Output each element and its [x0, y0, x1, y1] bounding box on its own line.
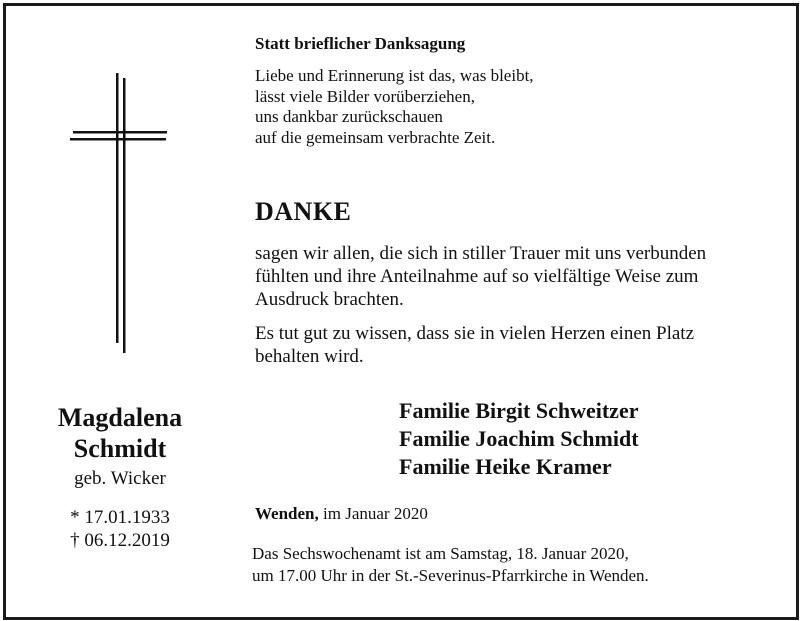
- place-name: Wenden,: [255, 504, 319, 523]
- service-line: Das Sechswochenamt ist am Samstag, 18. Januar 2020,: [252, 544, 629, 563]
- deceased-name: [20, 402, 220, 464]
- first-name: Magdalena: [57, 403, 183, 432]
- poem-line: lässt viele Bilder vorüberziehen,: [255, 86, 475, 106]
- service-line: um 17.00 Uhr in der St.-Severinus-Pfarrkirche in Wenden.: [252, 566, 649, 585]
- death-date: † 06.12.2019: [70, 530, 170, 551]
- poem: [255, 66, 755, 148]
- paragraph-line: sagen wir allen, die sich in stiller Trauer mit uns verbunden: [255, 243, 707, 264]
- paragraph-line: Es tut gut zu wissen, dass sie in vielen Herzen einen Platz: [255, 323, 695, 344]
- maiden-name: geb. Wicker: [74, 468, 166, 489]
- family-name: Familie Birgit Schweitzer: [399, 398, 639, 423]
- life-dates: [20, 506, 220, 552]
- place-date: [255, 503, 755, 525]
- paragraph-line: fühlten und ihre Anteilnahme auf so vielfältige Weise zum: [255, 266, 699, 287]
- service-notice: [252, 543, 782, 587]
- paragraph-line: Ausdruck brachten.: [255, 289, 404, 310]
- comfort-paragraph: [255, 322, 755, 368]
- paragraph-line: behalten wird.: [255, 346, 364, 367]
- thanks-paragraph: [255, 242, 755, 311]
- birth-date: * 17.01.1933: [70, 507, 170, 528]
- family-name: Familie Joachim Schmidt: [399, 426, 639, 451]
- poem-line: auf die gemeinsam verbrachte Zeit.: [255, 127, 496, 147]
- cross-icon: [70, 73, 170, 353]
- notice-date: im Januar 2020: [323, 504, 428, 523]
- last-name: Schmidt: [73, 434, 167, 463]
- poem-line: uns dankbar zurückschauen: [255, 107, 443, 126]
- poem-line: Liebe und Erinnerung ist das, was bleibt,: [255, 66, 534, 85]
- family-name: Familie Heike Kramer: [399, 454, 612, 479]
- notice-heading: Statt brieflicher Danksagung: [255, 34, 466, 53]
- family-signatures: [399, 397, 789, 481]
- danke-title: DANKE: [255, 197, 352, 226]
